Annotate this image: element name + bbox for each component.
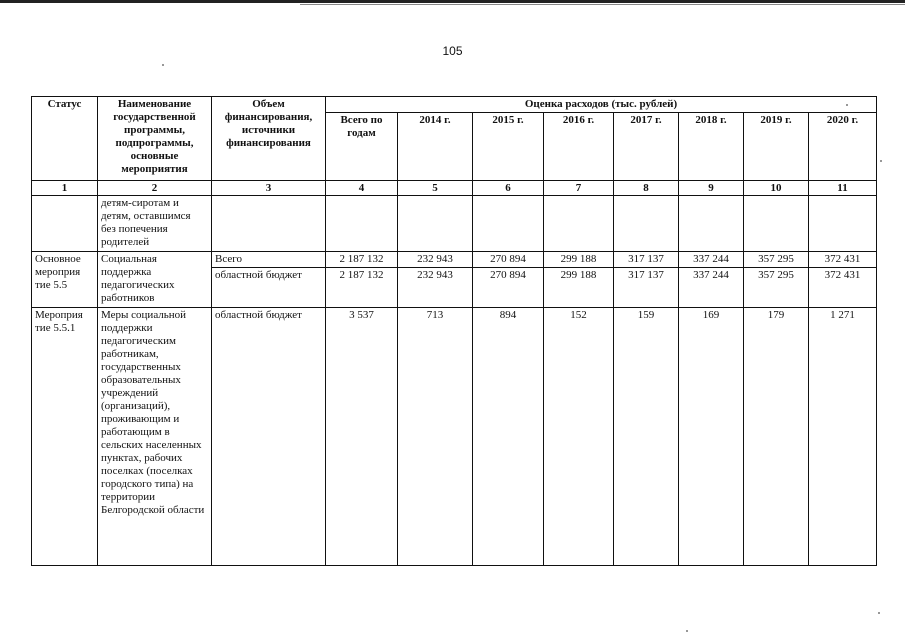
row-source: областной бюджет [212,308,326,566]
value-total: 357 295 [744,253,808,268]
value-total: 372 431 [809,253,876,268]
row-status [32,196,98,252]
value-regional: 317 137 [628,269,664,281]
header-year-2020: 2020 г. [809,113,877,181]
row-value: 159 [614,308,679,566]
header-year-2018: 2018 г. [679,113,744,181]
row-value: 3 537 [326,308,398,566]
value-total: 232 943 [398,253,472,268]
scan-speck [880,160,882,162]
row-value [679,196,744,252]
column-number: 8 [614,181,679,196]
table-row [32,308,877,566]
header-total: Всего по годам [326,113,398,181]
row-value: 152 [544,308,614,566]
row-value [679,252,744,308]
top-border-line-secondary [300,4,905,5]
row-value: 179 [744,308,809,566]
row-name: Меры социальной поддержки педагогическим работникам, государственных образовательных учреждений (организаций), проживающим и работающим в сельских населенных пунктах, рабочих поселках (поселках городского типа) на территории Белгородской области [98,308,212,566]
row-value [326,196,398,252]
row-value: 894 [473,308,544,566]
row-value: 169 [679,308,744,566]
row-value [809,252,877,308]
header-funding: Объем финансирования, источники финансирования [212,97,326,181]
row-value [473,252,544,308]
row-value [544,196,614,252]
value-regional: 2 187 132 [339,269,384,281]
value-total: 2 187 132 [326,253,397,268]
column-number: 10 [744,181,809,196]
row-value [744,252,809,308]
header-name: Наименование государственной программы, подпрограммы, основные мероприятия [98,97,212,181]
row-source [212,196,326,252]
row-value: 1 271 [809,308,877,566]
row-value [326,252,398,308]
value-regional: 270 894 [490,269,526,281]
header-year-2016: 2016 г. [544,113,614,181]
row-status: Мероприя тие 5.5.1 [32,308,98,566]
column-number: 2 [98,181,212,196]
value-regional: 299 188 [560,269,597,281]
column-number: 5 [398,181,473,196]
column-number: 7 [544,181,614,196]
value-total: 337 244 [679,253,743,268]
header-year-2017: 2017 г. [614,113,679,181]
column-number: 4 [326,181,398,196]
header-year-2015: 2015 г. [473,113,544,181]
row-value [809,196,877,252]
budget-table [31,96,877,566]
row-value [614,196,679,252]
row-value [614,252,679,308]
value-regional: 357 295 [758,269,794,281]
scan-speck [162,64,164,66]
top-border-line [0,0,905,3]
scan-speck [686,630,688,632]
header-expense-estimate: Оценка расходов (тыс. рублей) [326,97,877,113]
row-value [398,196,473,252]
table-row [32,252,877,308]
row-value [544,252,614,308]
value-total: 270 894 [473,253,543,268]
value-regional: 337 244 [693,269,729,281]
row-status: Основное мероприя тие 5.5 [32,252,98,308]
row-name: Социальная поддержка педагогических работников [98,252,212,308]
header-year-2019: 2019 г. [744,113,809,181]
column-number: 1 [32,181,98,196]
page-number: 105 [442,44,463,58]
column-number: 6 [473,181,544,196]
header-year-2014: 2014 г. [398,113,473,181]
row-name: детям-сиротам и детям, оставшимся без попечения родителей [98,196,212,252]
value-regional: 232 943 [417,269,453,281]
row-value [473,196,544,252]
value-total: 317 137 [614,253,678,268]
row-source [212,252,326,308]
table-row [32,196,877,252]
value-total: 299 188 [544,253,613,268]
header-status: Статус [32,97,98,181]
source-regional-budget: областной бюджет [215,269,302,281]
scan-speck [846,104,848,106]
column-number: 9 [679,181,744,196]
row-value [744,196,809,252]
column-number: 11 [809,181,877,196]
column-number: 3 [212,181,326,196]
row-value [398,252,473,308]
scan-speck [878,612,880,614]
value-regional: 372 431 [824,269,861,281]
source-total: Всего [212,253,325,268]
row-value: 713 [398,308,473,566]
